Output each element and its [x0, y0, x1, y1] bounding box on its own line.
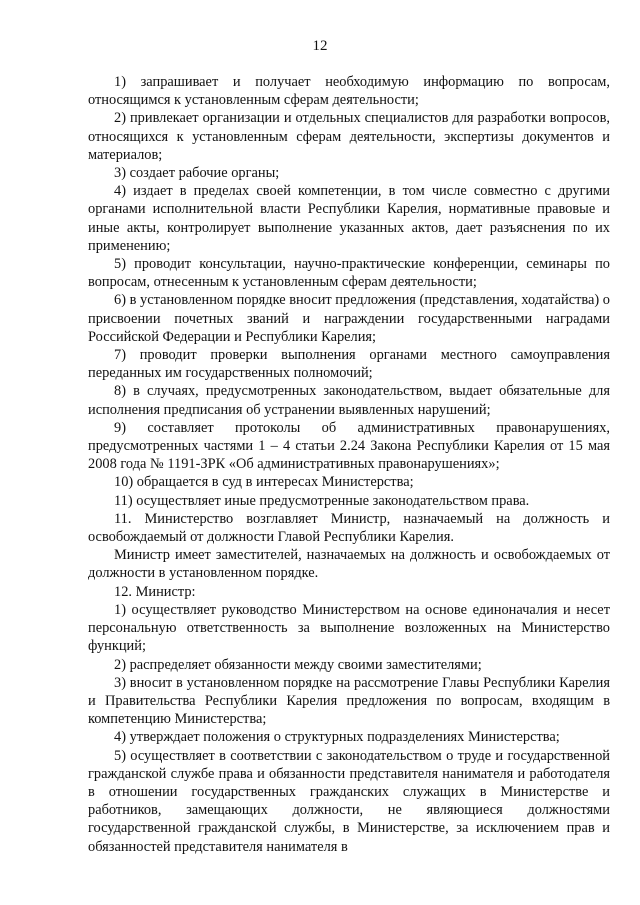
- paragraph-1-6: 6) в установленном порядке вносит предложения (представления, ходатайства) о присвоении почетных званий и награждении государственными наградами Российской Федерации и Республики Карелия;: [88, 292, 610, 345]
- paragraph-1-2: 2) привлекает организации и отдельных специалистов для разработки вопросов, относящихся к установленным сферам деятельности, экспертизы документов и материалов;: [88, 110, 610, 163]
- paragraph-1-4: 4) издает в пределах своей компетенции, в том числе совместно с другими органами исполнительной власти Республики Карелия, нормативные правовые и иные акты, контролирует выполнение указанных актов, дает разъяснения по их применению;: [88, 183, 610, 254]
- paragraph-2-1: 1) осуществляет руководство Министерством на основе единоначалия и несет персональную ответственность за выполнение возложенных на Министерство функций;: [88, 601, 610, 655]
- paragraph-2-3: 3) вносит в установленном порядке на рассмотрение Главы Республики Карелия и Правительства Республики Карелия предложения по вопросам, входящим в компетенцию Министерства;: [88, 674, 610, 728]
- paragraph-1-10: 10) обращается в суд в интересах Министерства;: [114, 474, 414, 491]
- paragraph-1-7: 7) проводит проверки выполнения органами местного самоуправления переданных им государственных полномочий;: [88, 347, 610, 382]
- document-body: [88, 73, 610, 856]
- paragraph-1-11: 11) осуществляет иные предусмотренные законодательством права.: [114, 492, 530, 509]
- paragraph-1-3: 3) создает рабочие органы;: [114, 165, 280, 182]
- paragraph-1-5: 5) проводит консультации, научно-практические конференции, семинары по вопросам, отнесенным к установленным сферам деятельности;: [88, 256, 610, 291]
- page-number: 12: [312, 38, 328, 54]
- paragraph-1-9: 9) составляет протоколы об административных правонарушениях, предусмотренных частями 1 – 4 статьи 2.24 Закона Республики Карелия от 15 мая 2008 года № 1191-ЗРК «Об административных правонарушениях»;: [88, 419, 610, 473]
- paragraph-1-8: 8) в случаях, предусмотренных законодательством, выдает обязательные для исполнения предписания об устранении выявленных нарушений;: [88, 383, 610, 418]
- paragraph-2-4: 4) утверждает положения о структурных подразделениях Министерства;: [114, 729, 560, 746]
- deputies-paragraph: Министр имеет заместителей, назначаемых на должность и освобождаемых от должности в установленном порядке.: [88, 547, 610, 582]
- paragraph-2-5: 5) осуществляет в соответствии с законодательством о труде и государственной гражданской службе права и обязанности представителя нанимателя и работодателя в отношении государственных гражданских служащих в Министерстве и работников, замещающих должности, не являющиеся должностями государственной гражданской службы, в Министерстве, за исключением прав и обязанностей представителя нанимателя в: [88, 747, 610, 855]
- section-12-heading: 12. Министр:: [114, 583, 196, 600]
- section-11-paragraph: 11. Министерство возглавляет Министр, назначаемый на должность и освобождаемый от должности Главой Республики Карелия.: [88, 510, 610, 546]
- paragraph-2-2: 2) распределяет обязанности между своими заместителями;: [114, 656, 482, 673]
- paragraph-1-1: 1) запрашивает и получает необходимую информацию по вопросам, относящимся к установленным сферам деятельности;: [88, 74, 610, 109]
